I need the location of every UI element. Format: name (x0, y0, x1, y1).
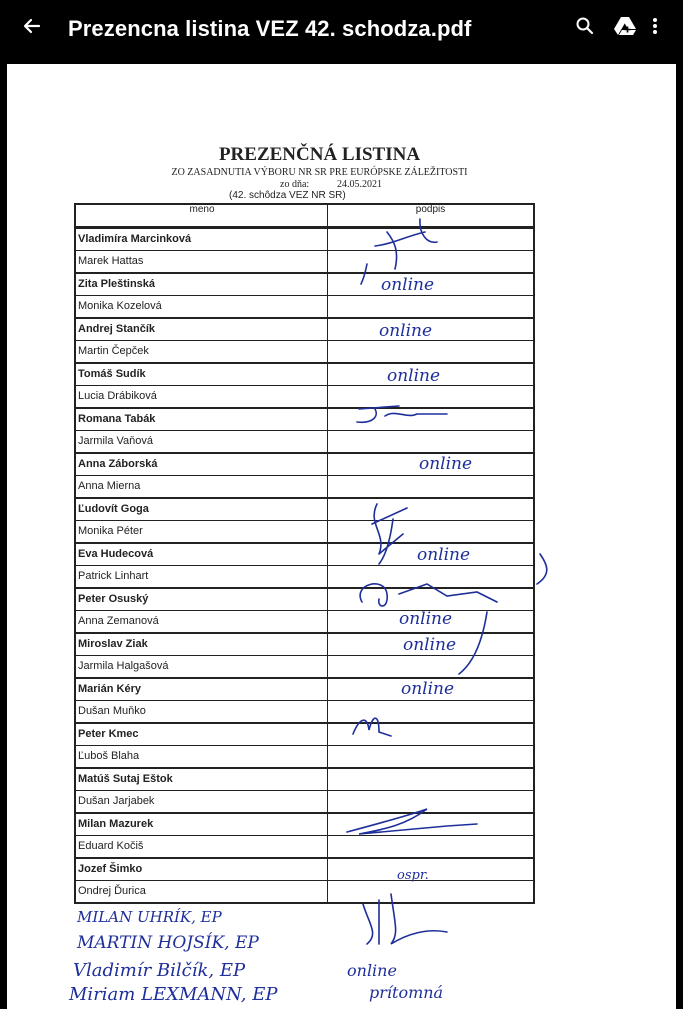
stray-mark (361, 264, 547, 584)
member-name: Ľuboš Blaha (76, 746, 328, 768)
header-name: meno (189, 204, 215, 215)
signature-ziak (459, 612, 487, 674)
search-icon[interactable] (571, 12, 599, 40)
member-name: Andrej Stančík (76, 319, 328, 340)
member-name: Zita Pleštinská (76, 274, 328, 295)
member-name: Jarmila Halgašová (76, 656, 328, 678)
signature-marcinkova (375, 219, 437, 269)
member-name: Peter Kmec (76, 724, 328, 745)
app-bar (0, 0, 683, 62)
signature-osusky (360, 584, 497, 606)
pdf-page[interactable] (7, 64, 676, 1009)
member-name: Matúš Sutaj Eštok (76, 769, 328, 790)
member-name: Marek Hattas (76, 251, 328, 273)
online-mark-5: online (417, 545, 471, 565)
member-name: Jozef Šimko (76, 859, 328, 880)
signature-kmec (353, 718, 391, 736)
online-mark-1: online (381, 275, 435, 295)
handwriting-layer (7, 64, 676, 1009)
member-name: Lucia Drábiková (76, 386, 328, 408)
signature-tabak (357, 406, 447, 422)
online-mark-2: online (379, 321, 433, 341)
member-name: Vladimíra Marcinková (76, 229, 328, 250)
header-signature: podpis (415, 204, 446, 215)
member-name: Peter Osuský (76, 589, 328, 610)
online-mark-3: online (387, 366, 441, 386)
handwritten-name-2: MARTIN HOJSÍK, EP (77, 933, 259, 953)
member-name: Tomáš Sudík (76, 364, 328, 385)
handwritten-name-3: Vladimír Bilčík, EP (73, 960, 246, 981)
ospr-mark: ospr. (397, 868, 429, 883)
member-name: Ľudovít Goga (76, 499, 328, 520)
member-name: Monika Péter (76, 521, 328, 543)
member-name: Dušan Jarjabek (76, 791, 328, 813)
online-mark-ep: online (347, 961, 397, 980)
member-name: Ondrej Ďurica (76, 881, 328, 903)
pritomna-mark: prítomná (369, 983, 444, 1002)
signature-goga (372, 504, 407, 564)
doc-subheading: ZO ZASADNUTIA VÝBORU NR SR PRE EURÓPSKE ZÁLEŽITOSTI (171, 167, 468, 178)
date-value: 24.05.2021 (337, 179, 382, 190)
member-name: Martin Čepček (76, 341, 328, 363)
handwritten-name-1: MILAN UHRÍK, EP (77, 908, 222, 926)
signature-simko (363, 894, 447, 944)
online-mark-6: online (399, 609, 453, 629)
member-name: Milan Mazurek (76, 814, 328, 835)
member-name: Monika Kozelová (76, 296, 328, 318)
member-name: Anna Zemanová (76, 611, 328, 633)
member-name: Eva Hudecová (76, 544, 328, 565)
document-title: Prezencna listina VEZ 42. schodza.pdf (68, 16, 472, 41)
session-label: (42. schôdza VEZ NR SR) (229, 190, 346, 201)
member-name: Dušan Muňko (76, 701, 328, 723)
member-name: Jarmila Vaňová (76, 431, 328, 453)
member-name: Anna Záborská (76, 454, 328, 475)
more-vert-icon[interactable] (641, 12, 669, 40)
member-name: Marián Kéry (76, 679, 328, 700)
member-name: Anna Mierna (76, 476, 328, 498)
drive-icon[interactable] (611, 12, 639, 40)
handwritten-name-4: Miriam LEXMANN, EP (69, 984, 278, 1005)
date-label: zo dňa: (280, 179, 310, 190)
back-arrow-icon[interactable] (18, 12, 46, 40)
member-name: Eduard Kočiš (76, 836, 328, 858)
signature-mazurek (347, 809, 477, 834)
member-name: Romana Tabák (76, 409, 328, 430)
member-name: Miroslav Ziak (76, 634, 328, 655)
member-name: Patrick Linhart (76, 566, 328, 588)
online-mark-7: online (403, 635, 457, 655)
doc-heading: PREZENČNÁ LISTINA (218, 144, 421, 165)
online-mark-8: online (401, 679, 455, 699)
online-mark-4: online (419, 454, 473, 474)
